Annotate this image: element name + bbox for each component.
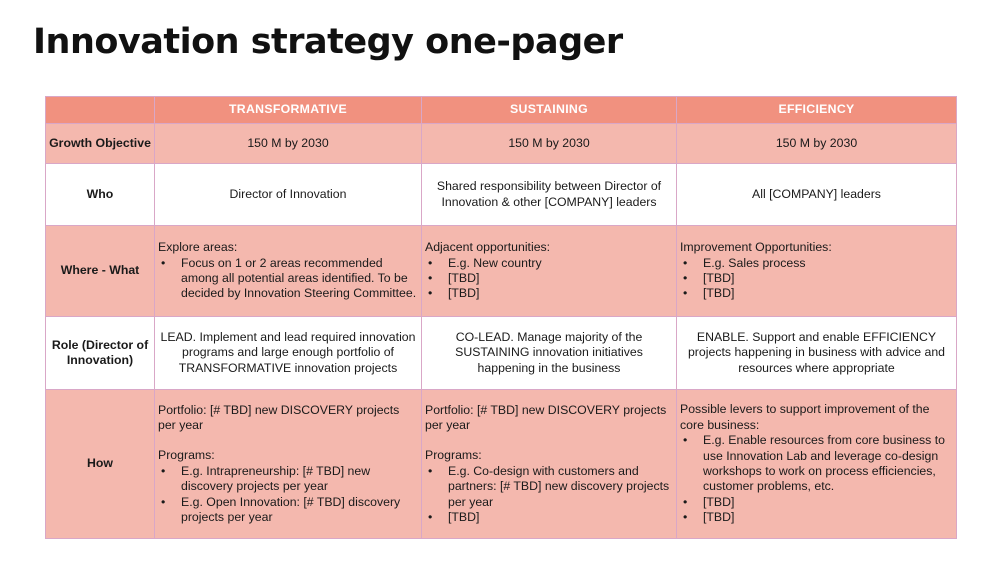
growth-sustaining-cell: 150 M by 2030 bbox=[422, 124, 677, 164]
where-what-row bbox=[46, 226, 957, 317]
page-title: Innovation strategy one-pager bbox=[33, 22, 623, 62]
list-item: • [TBD] bbox=[448, 510, 673, 525]
row-label-growth-objective: Growth Objective bbox=[46, 124, 155, 164]
how-sustaining-programs-label: Programs: bbox=[425, 448, 482, 463]
where-efficiency-cell bbox=[677, 226, 957, 317]
how-efficiency-intro: Possible levers to support improvement of the core business: bbox=[680, 402, 930, 432]
role-transformative-cell: LEAD. Implement and lead required innovation programs and large enough portfolio of TRANSFORMATIVE innovation projects bbox=[155, 317, 422, 390]
list-item: • [TBD] bbox=[448, 271, 673, 286]
row-label-how: How bbox=[46, 390, 155, 539]
who-sustaining-cell: Shared responsibility between Director of Innovation & other [COMPANY] leaders bbox=[422, 164, 677, 226]
list-item: • E.g. Co-design with customers and partners: [# TBD] new discovery projects per year bbox=[448, 464, 673, 510]
row-label-where-what: Where - What bbox=[46, 226, 155, 317]
column-header-sustaining: SUSTAINING bbox=[422, 97, 677, 124]
how-transformative-cell bbox=[155, 390, 422, 539]
role-sustaining-cell: CO-LEAD. Manage majority of the SUSTAINING innovation initiatives happening in the business bbox=[422, 317, 677, 390]
list-item: • [TBD] bbox=[703, 495, 953, 510]
how-transformative-programs-label: Programs: bbox=[158, 448, 215, 463]
list-item: • [TBD] bbox=[448, 286, 673, 301]
where-sustaining-intro: Adjacent opportunities: bbox=[425, 240, 551, 255]
how-sustaining-list bbox=[425, 464, 673, 526]
column-header-transformative: TRANSFORMATIVE bbox=[155, 97, 422, 124]
where-sustaining-cell bbox=[422, 226, 677, 317]
role-efficiency-cell: ENABLE. Support and enable EFFICIENCY projects happening in business with advice and resources where appropriate bbox=[677, 317, 957, 390]
list-item: • Focus on 1 or 2 areas recommended among all potential areas identified. To be decided by Innovation Steering Committee. bbox=[181, 256, 418, 302]
list-item: • E.g. Enable resources from core business to use Innovation Lab and leverage co-design workshops to work on process efficiencies, customer problems, etc. bbox=[703, 433, 953, 495]
list-item: • E.g. Sales process bbox=[703, 256, 953, 271]
corner-cell bbox=[46, 97, 155, 124]
list-item: • E.g. New country bbox=[448, 256, 673, 271]
list-item: • E.g. Intrapreneurship: [# TBD] new discovery projects per year bbox=[181, 464, 418, 495]
role-row bbox=[46, 317, 957, 390]
how-sustaining-cell bbox=[422, 390, 677, 539]
who-transformative-cell: Director of Innovation bbox=[155, 164, 422, 226]
row-label-role: Role (Director of Innovation) bbox=[46, 317, 155, 390]
how-transformative-portfolio: Portfolio: [# TBD] new DISCOVERY projects per year bbox=[158, 402, 400, 432]
growth-transformative-cell: 150 M by 2030 bbox=[155, 124, 422, 164]
how-transformative-list bbox=[158, 464, 418, 526]
how-efficiency-cell bbox=[677, 390, 957, 539]
row-label-who: Who bbox=[46, 164, 155, 226]
header-row bbox=[46, 97, 957, 124]
who-efficiency-cell: All [COMPANY] leaders bbox=[677, 164, 957, 226]
growth-objective-row bbox=[46, 124, 957, 164]
how-sustaining-portfolio: Portfolio: [# TBD] new DISCOVERY projects per year bbox=[425, 402, 667, 432]
where-efficiency-list bbox=[680, 256, 953, 302]
how-efficiency-list bbox=[680, 433, 953, 525]
growth-efficiency-cell: 150 M by 2030 bbox=[677, 124, 957, 164]
where-sustaining-list bbox=[425, 256, 673, 302]
list-item: • [TBD] bbox=[703, 510, 953, 525]
where-transformative-list bbox=[158, 256, 418, 302]
how-row bbox=[46, 390, 957, 539]
where-transformative-intro: Explore areas: bbox=[158, 240, 238, 255]
strategy-table bbox=[45, 96, 957, 539]
where-transformative-cell bbox=[155, 226, 422, 317]
list-item: • E.g. Open Innovation: [# TBD] discovery projects per year bbox=[181, 495, 418, 526]
list-item: • [TBD] bbox=[703, 286, 953, 301]
who-row bbox=[46, 164, 957, 226]
column-header-efficiency: EFFICIENCY bbox=[677, 97, 957, 124]
list-item: • [TBD] bbox=[703, 271, 953, 286]
where-efficiency-intro: Improvement Opportunities: bbox=[680, 240, 832, 255]
